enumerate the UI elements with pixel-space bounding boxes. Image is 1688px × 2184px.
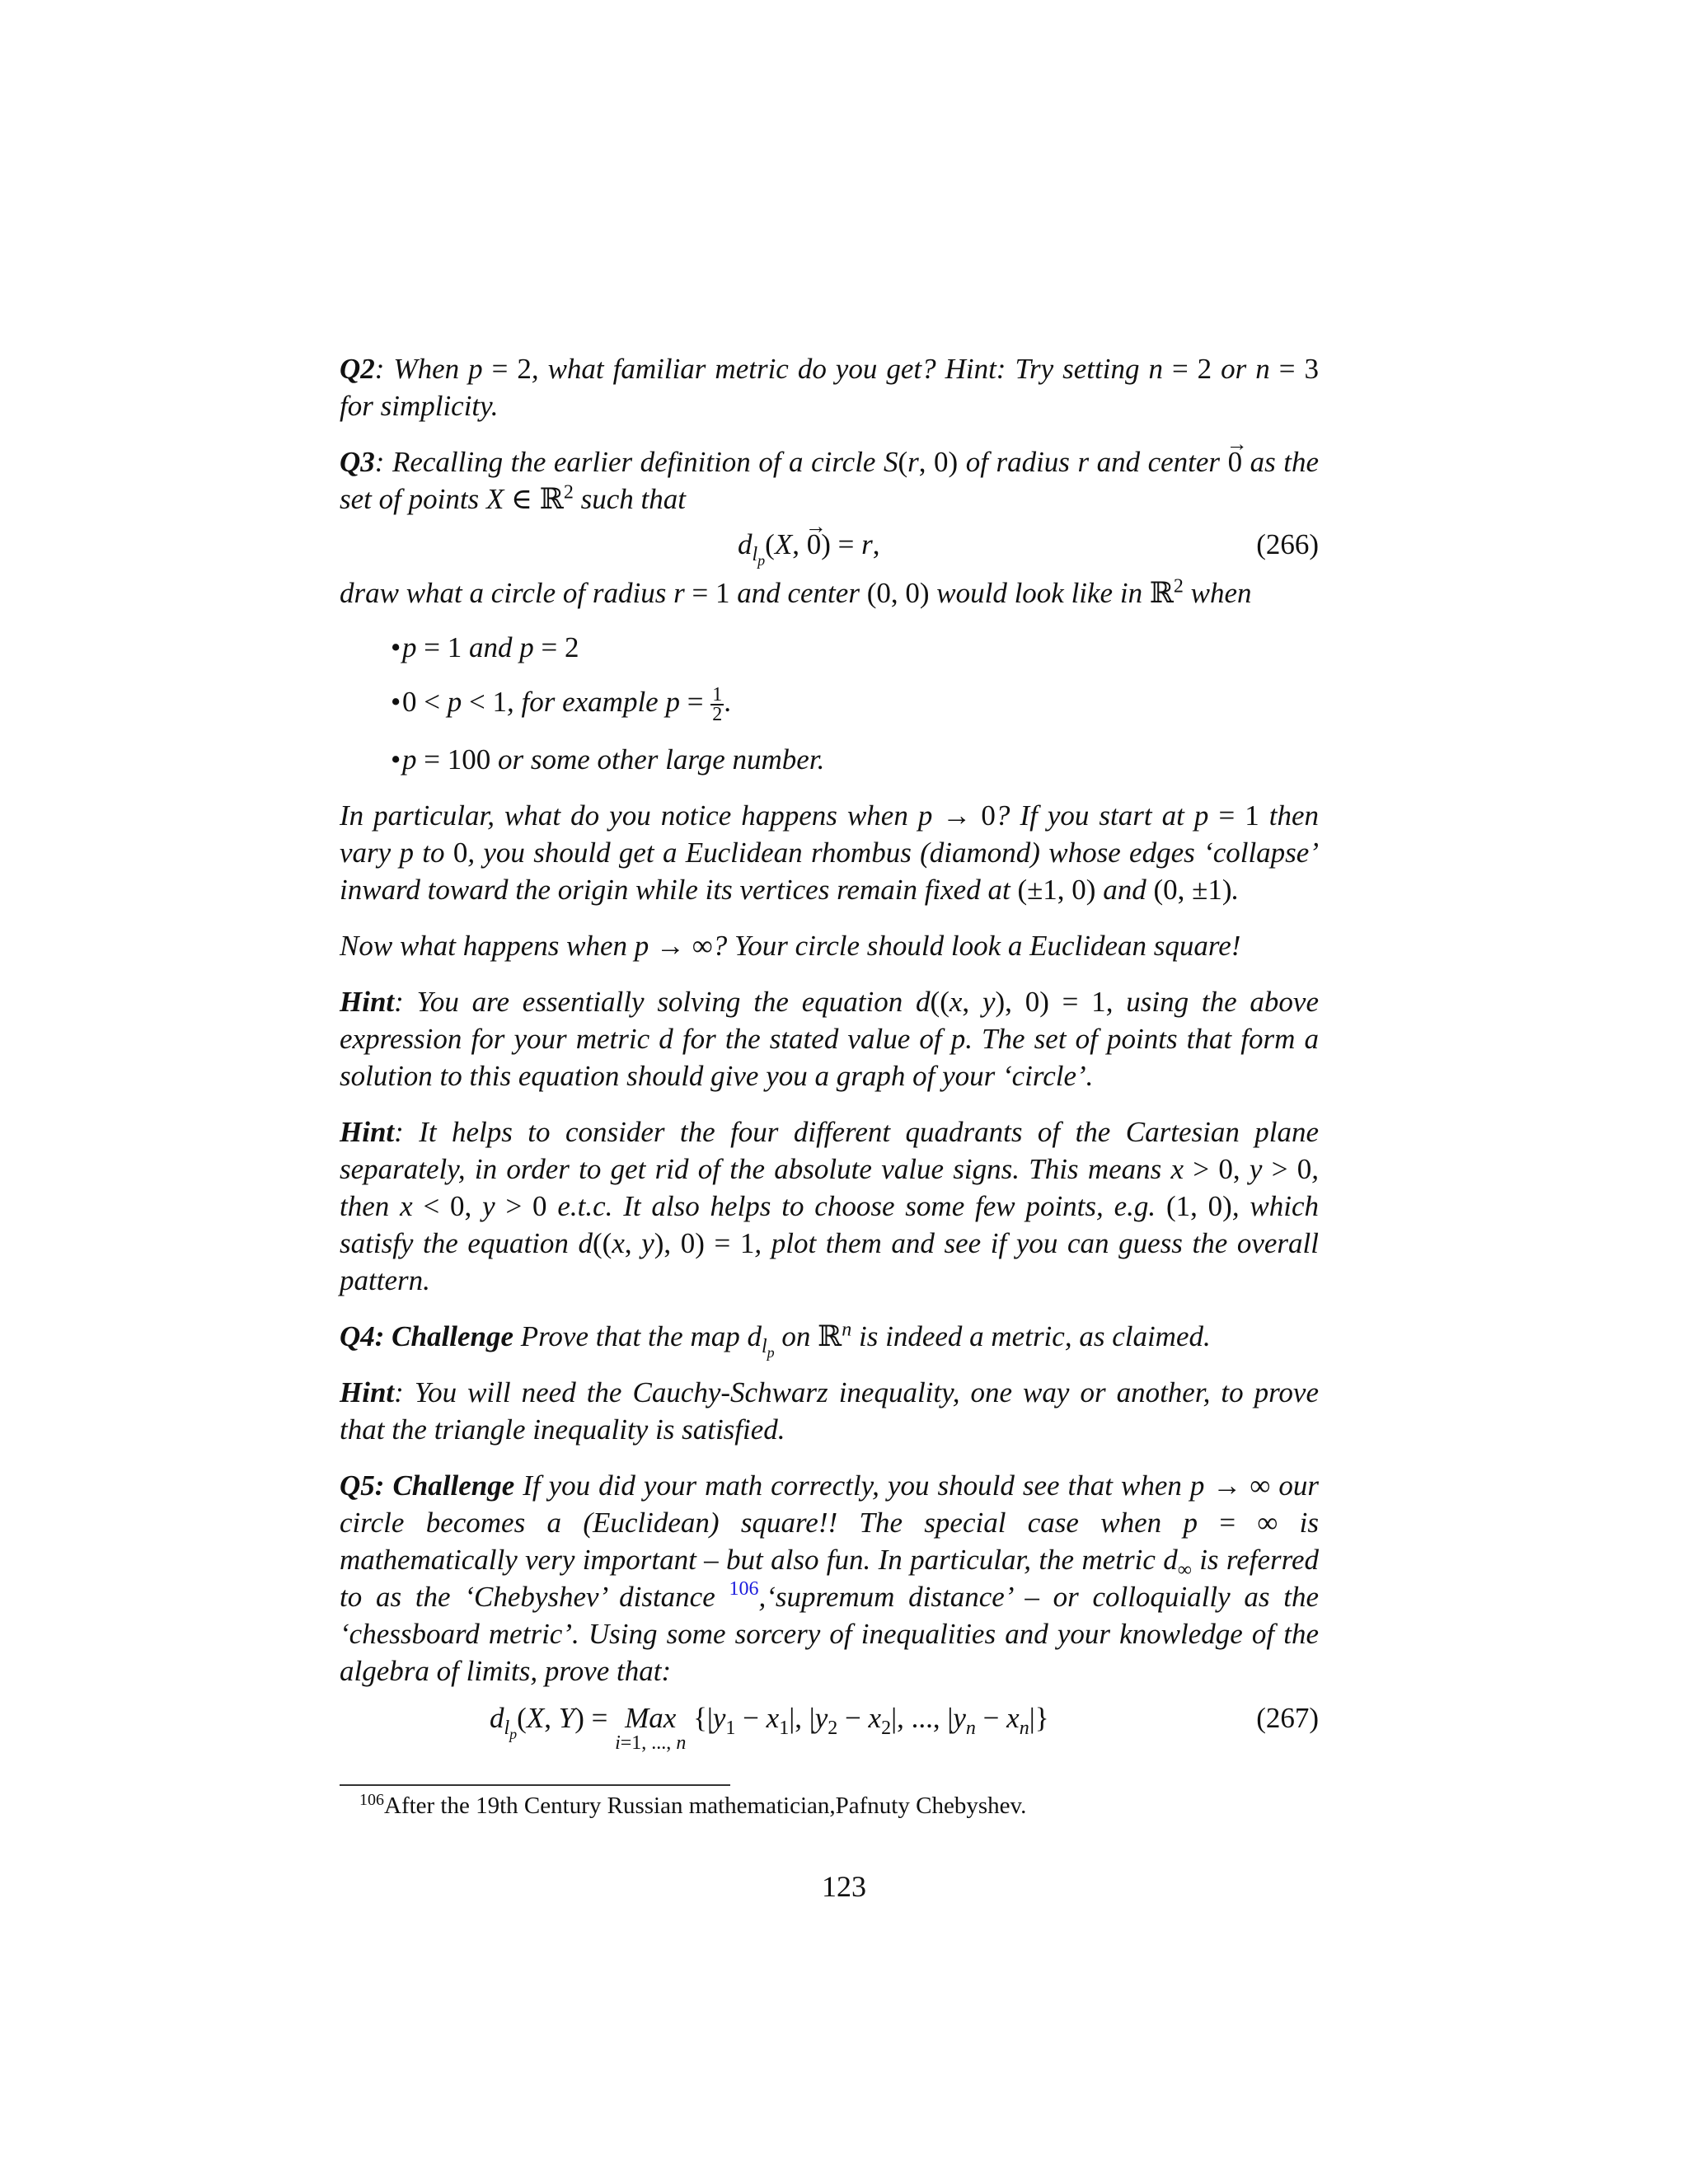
- paragraph-particular: In particular, what do you notice happens when p → 0? If you start at p = 1 then vary p to 0, you should get a Euclidean rhombus (diamond) whose edges ‘collapse’ inward toward the origin while its vertices remain fixed at (±1, 0) and (0, ±1).: [340, 799, 1320, 906]
- equation-number: (266): [1256, 528, 1319, 560]
- page-number: 123: [822, 1870, 866, 1903]
- equation-267: $d_{l_p}(X$, Y) = Max i=1, ..., n {$|y_1 - x_1|$, $|y_2 - x_2|$, ..., $|y_n - x_n|$} (267): [340, 1699, 1319, 1757]
- footnote: [359, 1793, 1026, 1820]
- question-q3: Q3: Recalling the earlier definition of a circle S(r, 0) of radius r and center → 0 as the set of points X ∈ ℝ$^2$ such that: [340, 443, 1319, 518]
- paragraph-now: Now what happens when p → ∞? Your circle should look a Euclidean square!: [340, 929, 1241, 962]
- list-item: • p = 100 or some other large number.: [340, 741, 1319, 778]
- list-item: • 0 < p < 1, for example p = $\frac{1}{2}$ .: [340, 683, 1319, 724]
- question-q2: Q2: When p = 2, what familiar metric do you get? Hint: Try setting n = 2 or n = 3 for simplicity.: [340, 353, 1320, 422]
- hint-2: Hint: It helps to consider the four different quadrants of the Cartesian plane separately, in order to get rid of the absolute value signs. This means x > 0, y > 0, then x < 0, y > 0 e.t.c. It also helps to choose some few points, e.g. (1, 0), which satisfy the equation d((x, y), 0) = 1, plot them and see if you can guess the overall pattern.: [340, 1115, 1320, 1296]
- equation-266: $d_{l_p}(X$, → 0) = r, (266): [340, 526, 1319, 565]
- footnote-rule: [340, 1784, 730, 1786]
- footnote-number: 106: [359, 1791, 384, 1809]
- draw-instruction: draw what a circle of radius r = 1 and center (0, 0) would look like in ℝ$^2$ when: [340, 575, 1252, 609]
- q2-label: Q2: [340, 353, 375, 385]
- hint-label: Hint: [340, 985, 395, 1018]
- footnote-ref-link[interactable]: 106: [729, 1577, 759, 1600]
- list-item: • p = 1 and p = 2: [340, 629, 1319, 666]
- q3-label: Q3: [340, 446, 375, 478]
- question-q4: Q4: Challenge Prove that the map $d_{l_p}$ on ℝ$^n$ is indeed a metric, as claimed.: [340, 1319, 1211, 1361]
- hint-3: Hint: You will need the Cauchy-Schwarz inequality, one way or another, to prove that the triangle inequality is satisfied.: [340, 1376, 1319, 1446]
- case-list: [340, 629, 1319, 778]
- page-content: [340, 350, 1319, 1767]
- footnote-text: After the 19th Century Russian mathematician,Pafnuty Chebyshev.: [384, 1793, 1027, 1819]
- hint-label: Hint: [340, 1376, 395, 1408]
- hint-label: Hint: [340, 1115, 395, 1148]
- equation-number: (267): [1256, 1701, 1319, 1734]
- question-q5: Q5: Challenge If you did your math correctly, you should see that when p → ∞ our circle becomes a (Euclidean) square!! The special case when p = ∞ is mathematically very important – but also fun. In particular, the metric $d_\infty$ is referred to as the ‘Chebyshev’ distance $^{106}$,‘supremum distance’ – or colloquially as the ‘chessboard metric’. Using some sorcery of inequalities and your knowledge of the algebra of limits, prove that:: [340, 1469, 1320, 1687]
- hint-1: Hint: You are essentially solving the equation d((x, y), 0) = 1, using the above expression for your metric d for the stated value of p. The set of points that form a solution to this equation should give you a graph of your ‘circle’.: [340, 985, 1319, 1092]
- q5-label: Q5: Challenge: [340, 1469, 515, 1502]
- q4-label: Q4: Challenge: [340, 1319, 513, 1352]
